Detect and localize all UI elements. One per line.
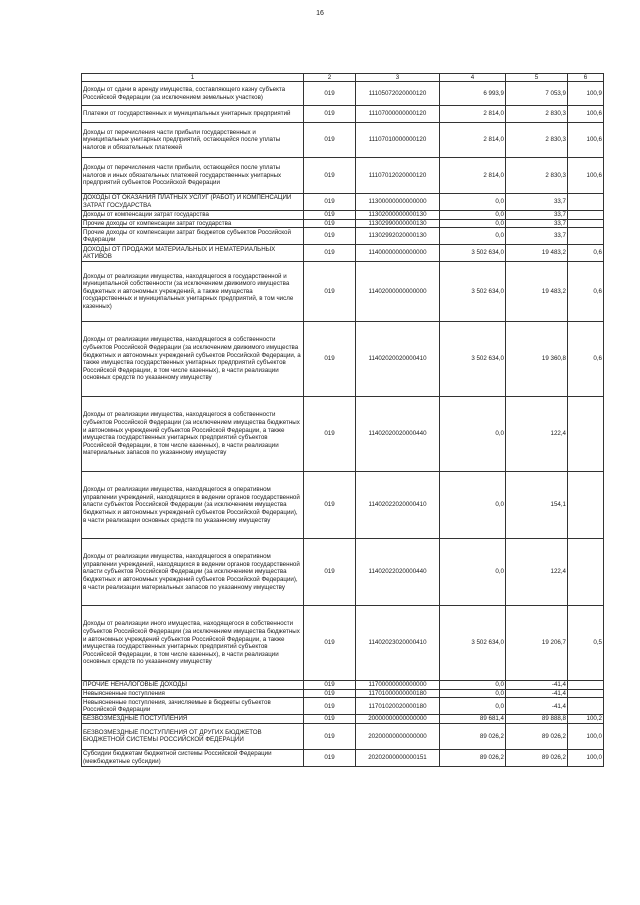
row-code-cell: 019 xyxy=(304,262,356,322)
row-code-cell: 019 xyxy=(304,245,356,262)
row-plan-cell: 0,0 xyxy=(440,698,506,715)
row-plan-cell: 3 502 634,0 xyxy=(440,245,506,262)
row-code-cell: 019 xyxy=(304,698,356,715)
row-name-cell: Невыясненные поступления, зачисляемые в бюджеты субъектов Российской Федерации xyxy=(82,698,304,715)
row-percent-cell: 100,6 xyxy=(568,158,604,194)
table-row xyxy=(82,219,604,228)
row-plan-cell: 0,0 xyxy=(440,228,506,245)
row-percent-cell: 100,6 xyxy=(568,123,604,158)
table-row xyxy=(82,262,604,322)
row-actual-cell: 19 360,8 xyxy=(506,322,568,397)
row-name-cell: Невыясненные поступления xyxy=(82,689,304,698)
row-name-cell: Доходы от перечисления части прибыли государственных и муниципальных унитарных предприятий, остающейся после уплаты налогов и обязательных платежей xyxy=(82,123,304,158)
row-plan-cell: 3 502 634,0 xyxy=(440,262,506,322)
row-plan-cell: 6 993,9 xyxy=(440,82,506,106)
row-name-cell: Платежи от государственных и муниципальных унитарных предприятий xyxy=(82,106,304,123)
row-code-cell: 019 xyxy=(304,322,356,397)
row-actual-cell: 89 888,8 xyxy=(506,715,568,724)
row-name-cell: БЕЗВОЗМЕЗДНЫЕ ПОСТУПЛЕНИЯ xyxy=(82,715,304,724)
row-percent-cell xyxy=(568,397,604,472)
row-code-cell: 019 xyxy=(304,194,356,211)
row-percent-cell xyxy=(568,211,604,220)
row-actual-cell: -41,4 xyxy=(506,689,568,698)
row-code-cell: 019 xyxy=(304,219,356,228)
row-budget-code-cell: 11107010000000120 xyxy=(356,123,440,158)
table-row xyxy=(82,723,604,749)
row-name-cell: Доходы от реализации имущества, находящегося в государственной и муниципальной собственности (за исключением движимого имущества бюджетных и автономных учреждений, а также имущества государственных и муниципальных унитарных предприятий, в том числе казенных) xyxy=(82,262,304,322)
row-code-cell: 019 xyxy=(304,158,356,194)
row-plan-cell: 89 026,2 xyxy=(440,723,506,749)
row-actual-cell: 2 830,3 xyxy=(506,158,568,194)
header-cell: 6 xyxy=(568,74,604,82)
row-budget-code-cell: 11402022020000410 xyxy=(356,472,440,539)
row-percent-cell: 100,6 xyxy=(568,106,604,123)
row-budget-code-cell: 11402020020000410 xyxy=(356,322,440,397)
table-row xyxy=(82,211,604,220)
row-actual-cell: 7 053,9 xyxy=(506,82,568,106)
row-actual-cell: 154,1 xyxy=(506,472,568,539)
row-name-cell: БЕЗВОЗМЕЗДНЫЕ ПОСТУПЛЕНИЯ ОТ ДРУГИХ БЮДЖЕТОВ БЮДЖЕТНОЙ СИСТЕМЫ РОССИЙСКОЙ ФЕДЕРАЦИИ xyxy=(82,723,304,749)
row-plan-cell: 2 814,0 xyxy=(440,158,506,194)
table-row xyxy=(82,245,604,262)
row-percent-cell xyxy=(568,228,604,245)
row-actual-cell: 19 206,7 xyxy=(506,606,568,681)
row-actual-cell: 2 830,3 xyxy=(506,106,568,123)
row-budget-code-cell: 20202000000000151 xyxy=(356,749,440,766)
row-percent-cell xyxy=(568,219,604,228)
table-row xyxy=(82,698,604,715)
row-percent-cell: 0,5 xyxy=(568,606,604,681)
row-percent-cell: 100,2 xyxy=(568,715,604,724)
table-row xyxy=(82,106,604,123)
row-code-cell: 019 xyxy=(304,681,356,690)
row-plan-cell: 0,0 xyxy=(440,689,506,698)
row-actual-cell: 33,7 xyxy=(506,219,568,228)
row-percent-cell xyxy=(568,472,604,539)
row-budget-code-cell: 11302990000000130 xyxy=(356,219,440,228)
row-name-cell: Прочие доходы от компенсации затрат бюджетов субъектов Российской Федерации xyxy=(82,228,304,245)
row-code-cell: 019 xyxy=(304,723,356,749)
row-code-cell: 019 xyxy=(304,715,356,724)
row-actual-cell: 19 483,2 xyxy=(506,245,568,262)
page-number: 16 xyxy=(316,10,324,17)
row-plan-cell: 3 502 634,0 xyxy=(440,322,506,397)
row-plan-cell: 2 814,0 xyxy=(440,123,506,158)
row-percent-cell: 100,0 xyxy=(568,723,604,749)
header-cell: 5 xyxy=(506,74,568,82)
row-budget-code-cell: 11402000000000000 xyxy=(356,262,440,322)
row-actual-cell: 2 830,3 xyxy=(506,123,568,158)
table-header-row xyxy=(82,74,604,82)
header-cell: 1 xyxy=(82,74,304,82)
row-name-cell: Доходы от реализации имущества, находящегося в собственности субъектов Российской Федерации (за исключением движимого имущества бюджетных и автономных учреждений субъектов Российской Федерации, а также имущества государственных унитарных предприятий субъектов Российской Федерации, в том числе казенных), в части реализации основных средств по указанному имуществу xyxy=(82,322,304,397)
row-code-cell: 019 xyxy=(304,397,356,472)
row-percent-cell xyxy=(568,689,604,698)
row-budget-code-cell: 11302992020000130 xyxy=(356,228,440,245)
row-budget-code-cell: 11402020020000440 xyxy=(356,397,440,472)
row-percent-cell: 100,0 xyxy=(568,749,604,766)
row-percent-cell: 100,9 xyxy=(568,82,604,106)
row-plan-cell: 2 814,0 xyxy=(440,106,506,123)
row-name-cell: Прочие доходы от компенсации затрат государства xyxy=(82,219,304,228)
row-code-cell: 019 xyxy=(304,689,356,698)
table-row xyxy=(82,681,604,690)
table-row xyxy=(82,123,604,158)
row-plan-cell: 0,0 xyxy=(440,681,506,690)
row-actual-cell: 89 026,2 xyxy=(506,723,568,749)
row-code-cell: 019 xyxy=(304,123,356,158)
row-actual-cell: 122,4 xyxy=(506,397,568,472)
row-percent-cell: 0,6 xyxy=(568,245,604,262)
row-budget-code-cell: 20000000000000000 xyxy=(356,715,440,724)
table-row xyxy=(82,82,604,106)
row-plan-cell: 0,0 xyxy=(440,194,506,211)
table-row xyxy=(82,606,604,681)
row-budget-code-cell: 11700000000000000 xyxy=(356,681,440,690)
row-budget-code-cell: 11107000000000120 xyxy=(356,106,440,123)
table-row xyxy=(82,322,604,397)
row-budget-code-cell: 20200000000000000 xyxy=(356,723,440,749)
row-name-cell: Доходы от реализации иного имущества, находящегося в собственности субъектов Российской Федерации (за исключением имущества бюджетных и автономных учреждений субъектов Российской Федерации, а также имущества государственных унитарных предприятий субъектов Российской Федерации, в том числе казенных), в части реализации основных средств по указанному имуществу xyxy=(82,606,304,681)
row-budget-code-cell: 11300000000000000 xyxy=(356,194,440,211)
row-code-cell: 019 xyxy=(304,82,356,106)
row-actual-cell: 122,4 xyxy=(506,539,568,606)
table-row xyxy=(82,715,604,724)
row-code-cell: 019 xyxy=(304,749,356,766)
table-row xyxy=(82,539,604,606)
row-percent-cell xyxy=(568,681,604,690)
header-cell: 4 xyxy=(440,74,506,82)
row-code-cell: 019 xyxy=(304,106,356,123)
row-actual-cell: -41,4 xyxy=(506,698,568,715)
row-code-cell: 019 xyxy=(304,228,356,245)
row-percent-cell: 0,6 xyxy=(568,322,604,397)
row-code-cell: 019 xyxy=(304,539,356,606)
table-row xyxy=(82,158,604,194)
row-plan-cell: 0,0 xyxy=(440,211,506,220)
row-name-cell: Доходы от реализации имущества, находящегося в собственности субъектов Российской Федерации (за исключением имущества бюджетных и автономных учреждений субъектов Российской Федерации, а также имущества государственных унитарных предприятий субъектов Российской Федерации, в том числе казенных), в части реализации материальных запасов по указанному имуществу xyxy=(82,397,304,472)
row-name-cell: Доходы от реализации имущества, находящегося в оперативном управлении учреждений, находящихся в ведении органов государственной власти субъектов Российской Федерации (за исключением имущества бюджетных и автономных учреждений субъектов Российской Федерации), в части реализации материальных запасов по указанному имуществу xyxy=(82,539,304,606)
row-code-cell: 019 xyxy=(304,606,356,681)
row-actual-cell: 33,7 xyxy=(506,211,568,220)
row-percent-cell xyxy=(568,698,604,715)
row-percent-cell: 0,6 xyxy=(568,262,604,322)
row-name-cell: Субсидии бюджетам бюджетной системы Российской Федерации (межбюджетные субсидии) xyxy=(82,749,304,766)
row-percent-cell xyxy=(568,539,604,606)
row-name-cell: Доходы от компенсации затрат государства xyxy=(82,211,304,220)
table-row xyxy=(82,228,604,245)
row-budget-code-cell: 11105072020000120 xyxy=(356,82,440,106)
row-plan-cell: 0,0 xyxy=(440,472,506,539)
row-budget-code-cell: 11302000000000130 xyxy=(356,211,440,220)
table-row xyxy=(82,472,604,539)
row-budget-code-cell: 11701000000000180 xyxy=(356,689,440,698)
row-plan-cell: 89 681,4 xyxy=(440,715,506,724)
row-name-cell: ДОХОДЫ ОТ ОКАЗАНИЯ ПЛАТНЫХ УСЛУГ (РАБОТ) И КОМПЕНСАЦИИ ЗАТРАТ ГОСУДАРСТВА xyxy=(82,194,304,211)
row-plan-cell: 0,0 xyxy=(440,397,506,472)
header-cell: 3 xyxy=(356,74,440,82)
table-row xyxy=(82,689,604,698)
row-budget-code-cell: 11402023020000410 xyxy=(356,606,440,681)
row-name-cell: ДОХОДЫ ОТ ПРОДАЖИ МАТЕРИАЛЬНЫХ И НЕМАТЕРИАЛЬНЫХ АКТИВОВ xyxy=(82,245,304,262)
row-name-cell: Доходы от сдачи в аренду имущества, составляющего казну субъекта Российской Федерации (за исключением земельных участков) xyxy=(82,82,304,106)
row-code-cell: 019 xyxy=(304,472,356,539)
table-row xyxy=(82,194,604,211)
row-plan-cell: 89 026,2 xyxy=(440,749,506,766)
table-row xyxy=(82,397,604,472)
row-actual-cell: 19 483,2 xyxy=(506,262,568,322)
row-budget-code-cell: 11107012020000120 xyxy=(356,158,440,194)
row-percent-cell xyxy=(568,194,604,211)
row-plan-cell: 3 502 634,0 xyxy=(440,606,506,681)
row-budget-code-cell: 11701020020000180 xyxy=(356,698,440,715)
row-actual-cell: 33,7 xyxy=(506,228,568,245)
row-name-cell: ПРОЧИЕ НЕНАЛОГОВЫЕ ДОХОДЫ xyxy=(82,681,304,690)
row-actual-cell: 33,7 xyxy=(506,194,568,211)
row-actual-cell: -41,4 xyxy=(506,681,568,690)
table-row xyxy=(82,749,604,766)
row-plan-cell: 0,0 xyxy=(440,219,506,228)
row-plan-cell: 0,0 xyxy=(440,539,506,606)
row-name-cell: Доходы от реализации имущества, находящегося в оперативном управлении учреждений, находящихся в ведении органов государственной власти субъектов Российской Федерации (за исключением имущества бюджетных и автономных учреждений субъектов Российской Федерации), в части реализации основных средств по указанному имуществу xyxy=(82,472,304,539)
header-cell: 2 xyxy=(304,74,356,82)
row-name-cell: Доходы от перечисления части прибыли, остающейся после уплаты налогов и иных обязательных платежей государственных унитарных предприятий субъектов Российской Федерации xyxy=(82,158,304,194)
row-budget-code-cell: 11400000000000000 xyxy=(356,245,440,262)
row-actual-cell: 89 026,2 xyxy=(506,749,568,766)
revenue-table xyxy=(81,73,604,767)
row-budget-code-cell: 11402022020000440 xyxy=(356,539,440,606)
row-code-cell: 019 xyxy=(304,211,356,220)
